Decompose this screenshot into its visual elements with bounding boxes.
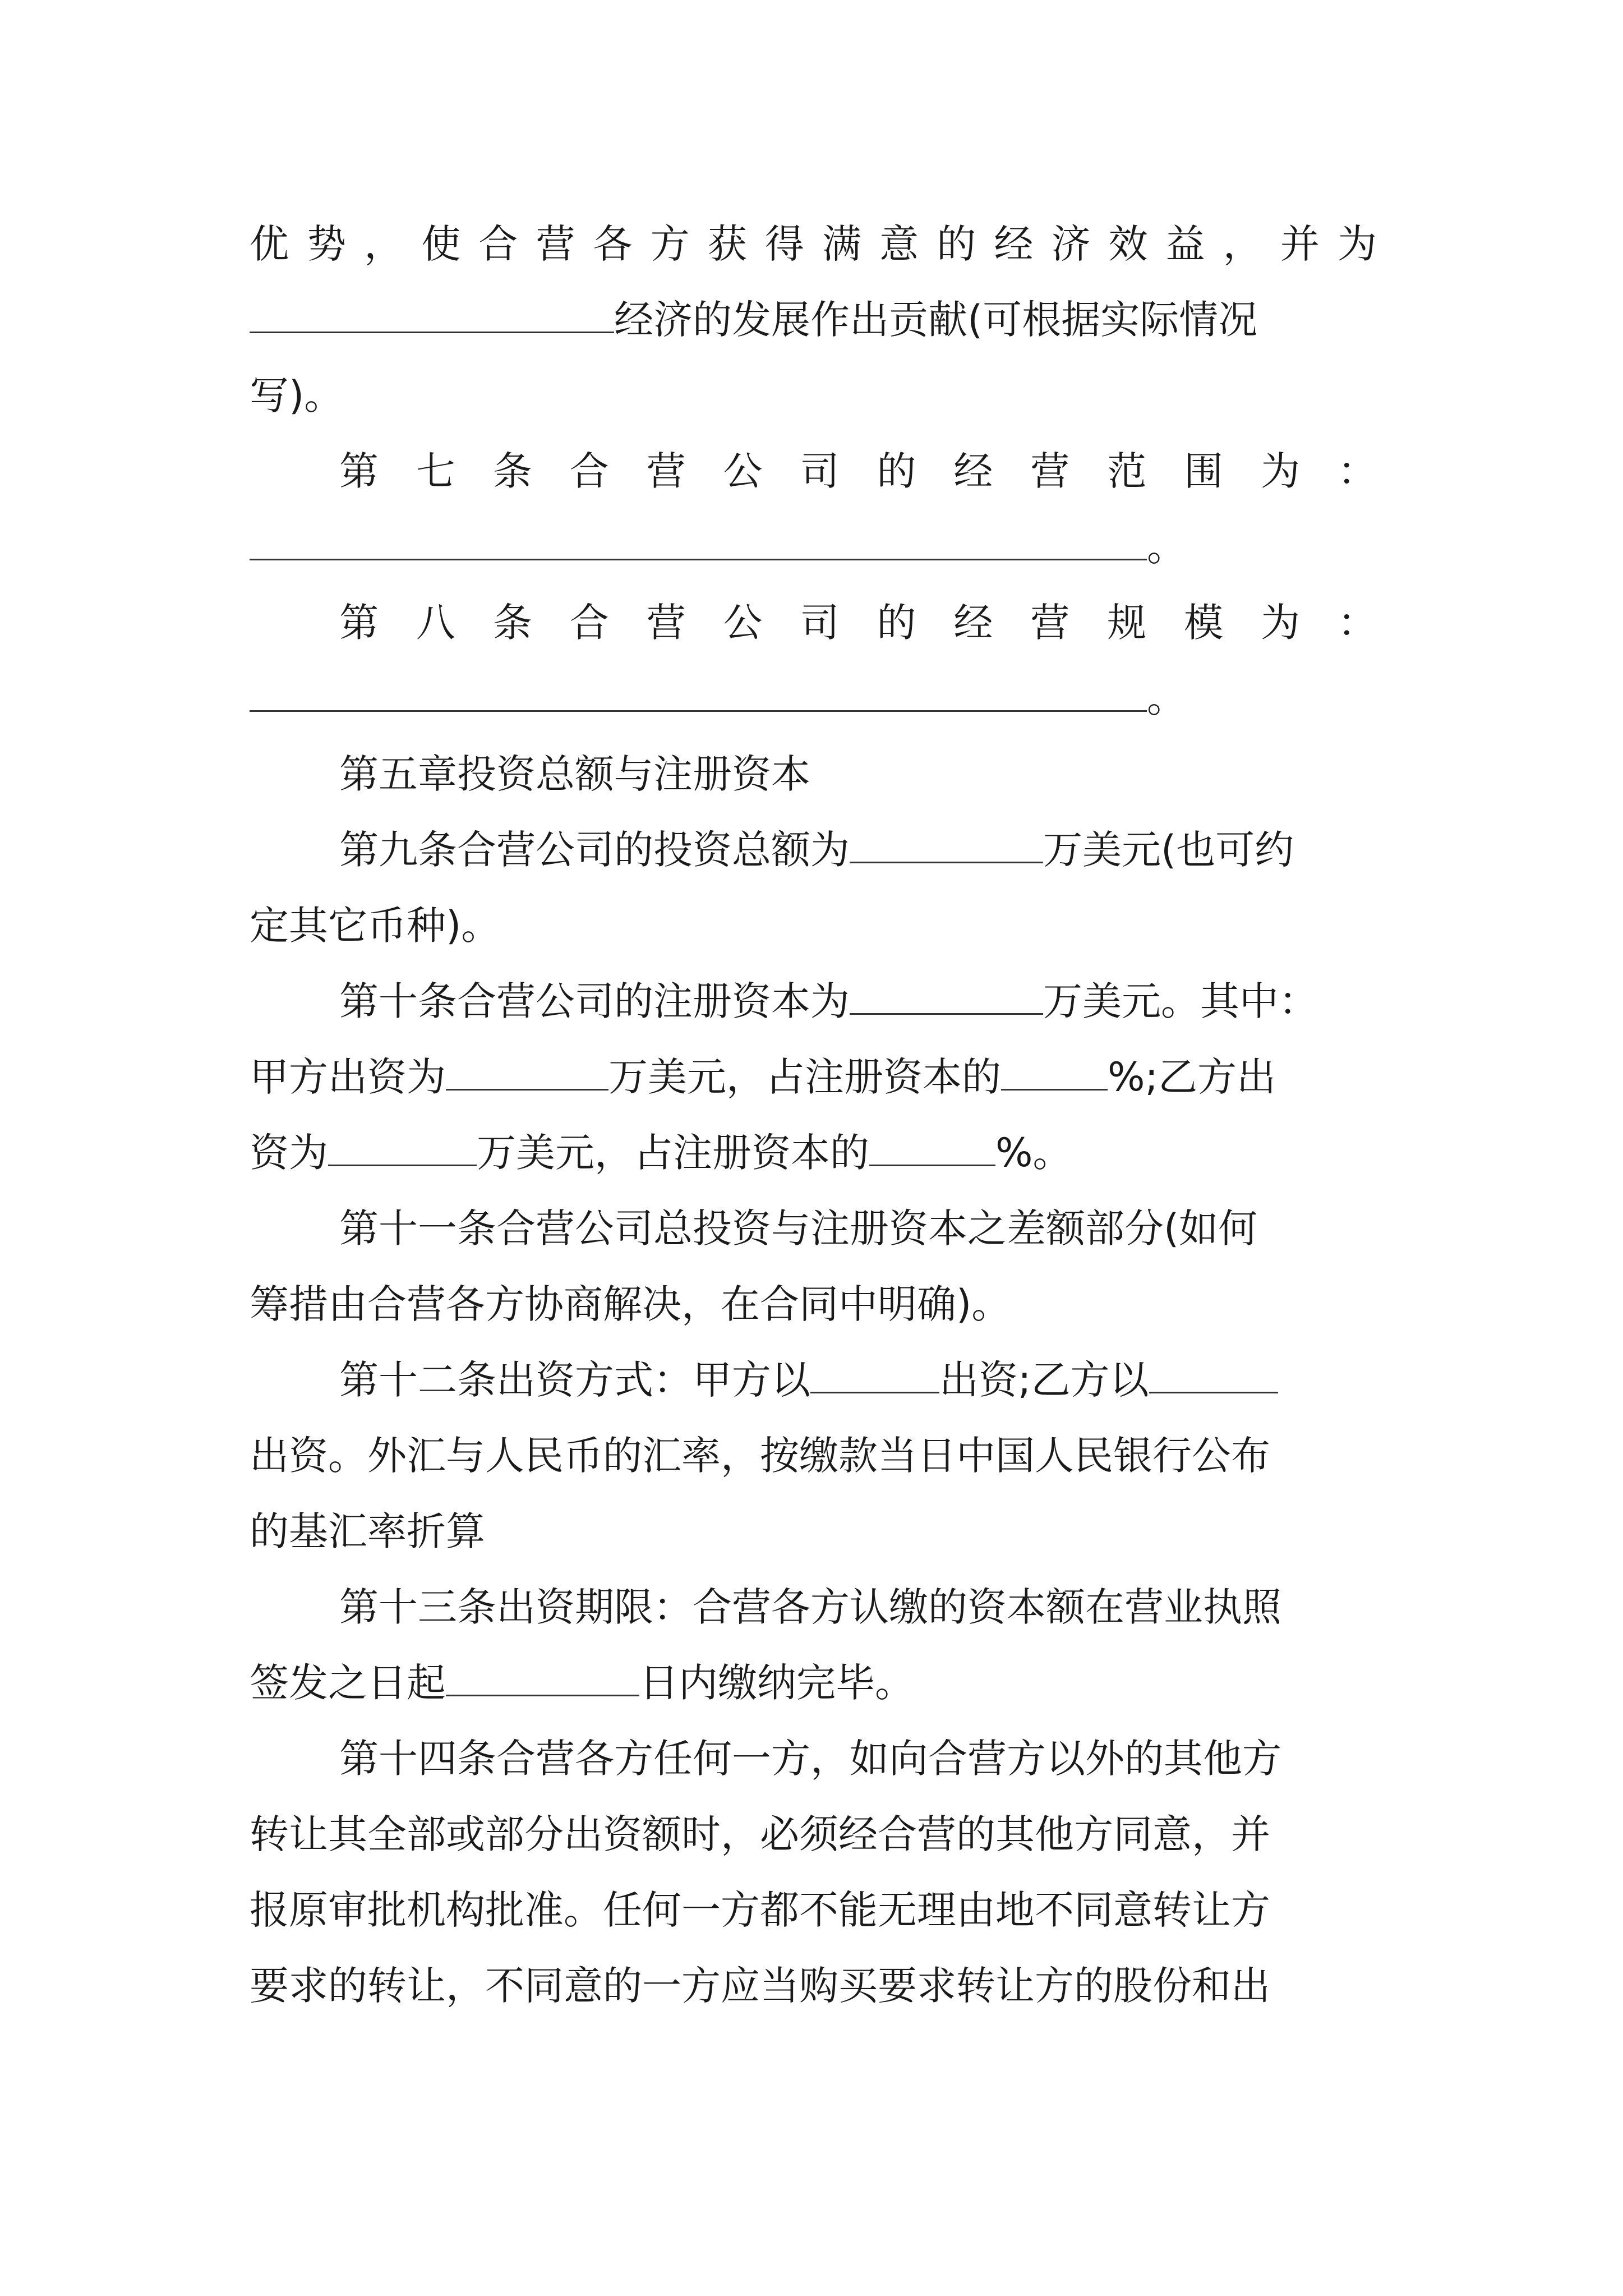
fill-in-blank	[850, 978, 1043, 1015]
art10-text: 万美元，占注册资本的	[608, 1054, 1001, 1100]
article-line	[339, 825, 1377, 875]
para1-line2-text: 经济的发展作出贡献(可根据实际情况	[614, 297, 1258, 343]
para-line	[250, 370, 1377, 421]
article-line	[250, 1809, 1377, 1860]
article-line	[250, 900, 1377, 951]
art14-text: 第十四条合营各方任何一方，如向合营方以外的其他方	[339, 1736, 1281, 1782]
art11-text: 第十一条合营公司总投资与注册资本之差额部分(如何	[339, 1205, 1258, 1251]
art7-end: 。	[1147, 524, 1186, 570]
art10-text: 万美元。其中：	[1043, 978, 1318, 1024]
art10-text: 资为	[250, 1130, 328, 1176]
article-line	[339, 1355, 1377, 1405]
art10-text: %;乙方出	[1108, 1054, 1276, 1100]
fill-in-blank	[250, 524, 1147, 560]
art12-text: 出资;乙方以	[939, 1357, 1149, 1403]
fill-in-blank	[446, 1660, 639, 1696]
article-line	[250, 1279, 1377, 1329]
art13-text: 日内缴纳完毕。	[639, 1660, 914, 1706]
article-line	[250, 1658, 1377, 1708]
art13-text: 签发之日起	[250, 1660, 446, 1706]
art10-text: 万美元，占注册资本的	[477, 1130, 869, 1176]
para1-line3: 写)。	[250, 372, 344, 418]
article-line	[339, 1733, 1377, 1784]
art12-text: 第十二条出资方式：甲方以	[339, 1357, 810, 1403]
article-line	[250, 1430, 1377, 1481]
fill-in-blank	[1149, 1357, 1278, 1393]
article-line	[339, 1582, 1377, 1632]
fill-in-blank	[869, 1130, 995, 1166]
fill-in-blank	[850, 827, 1043, 863]
chapter5-title: 第五章投资总额与注册资本	[339, 751, 810, 797]
article-blank-line	[250, 522, 1377, 572]
fill-in-blank	[250, 675, 1147, 712]
art9-text: 第九条合营公司的投资总额为	[339, 827, 850, 873]
para1-line1: 优势，使合营各方获得满意的经济效益，并为	[250, 221, 1377, 267]
article-heading	[339, 446, 1377, 496]
art8-end: 。	[1147, 675, 1186, 721]
fill-in-blank	[250, 297, 614, 333]
article-line	[339, 1203, 1377, 1254]
art9-text: 万美元(也可约	[1043, 827, 1294, 873]
article-line	[250, 1128, 1377, 1178]
art11-text: 筹措由合营各方协商解决，在合同中明确)。	[250, 1281, 1011, 1327]
article-line	[250, 1961, 1377, 2011]
art10-text: 甲方出资为	[250, 1054, 446, 1100]
fill-in-blank	[446, 1054, 608, 1091]
article-line	[250, 1052, 1377, 1102]
fill-in-blank	[328, 1130, 477, 1166]
article-blank-line	[250, 673, 1377, 724]
art9-text: 定其它币种)。	[250, 903, 501, 949]
article-line	[339, 976, 1377, 1027]
para-line	[250, 219, 1377, 269]
para-line	[250, 295, 1377, 345]
article-line	[250, 1506, 1377, 1557]
chapter-title	[339, 749, 1377, 799]
fill-in-blank	[1001, 1054, 1108, 1091]
art13-text: 第十三条出资期限：合营各方认缴的资本额在营业执照	[339, 1584, 1281, 1630]
art8-heading: 第八条合营公司的经营规模为：	[339, 600, 1377, 646]
fill-in-blank	[810, 1357, 939, 1393]
art14-text: 要求的转让，不同意的一方应当购买要求转让方的股份和出	[250, 1963, 1270, 2009]
art7-heading: 第七条合营公司的经营范围为：	[339, 448, 1377, 494]
art12-text: 的基汇率折算	[250, 1508, 485, 1554]
art12-text: 出资。外汇与人民币的汇率，按缴款当日中国人民银行公布	[250, 1433, 1270, 1479]
article-heading	[339, 597, 1377, 648]
art14-text: 转让其全部或部分出资额时，必须经合营的其他方同意，并	[250, 1811, 1270, 1857]
art10-text: %。	[995, 1130, 1072, 1176]
art10-text: 第十条合营公司的注册资本为	[339, 978, 850, 1024]
art14-text: 报原审批机构批准。任何一方都不能无理由地不同意转让方	[250, 1887, 1270, 1933]
article-line	[250, 1885, 1377, 1935]
